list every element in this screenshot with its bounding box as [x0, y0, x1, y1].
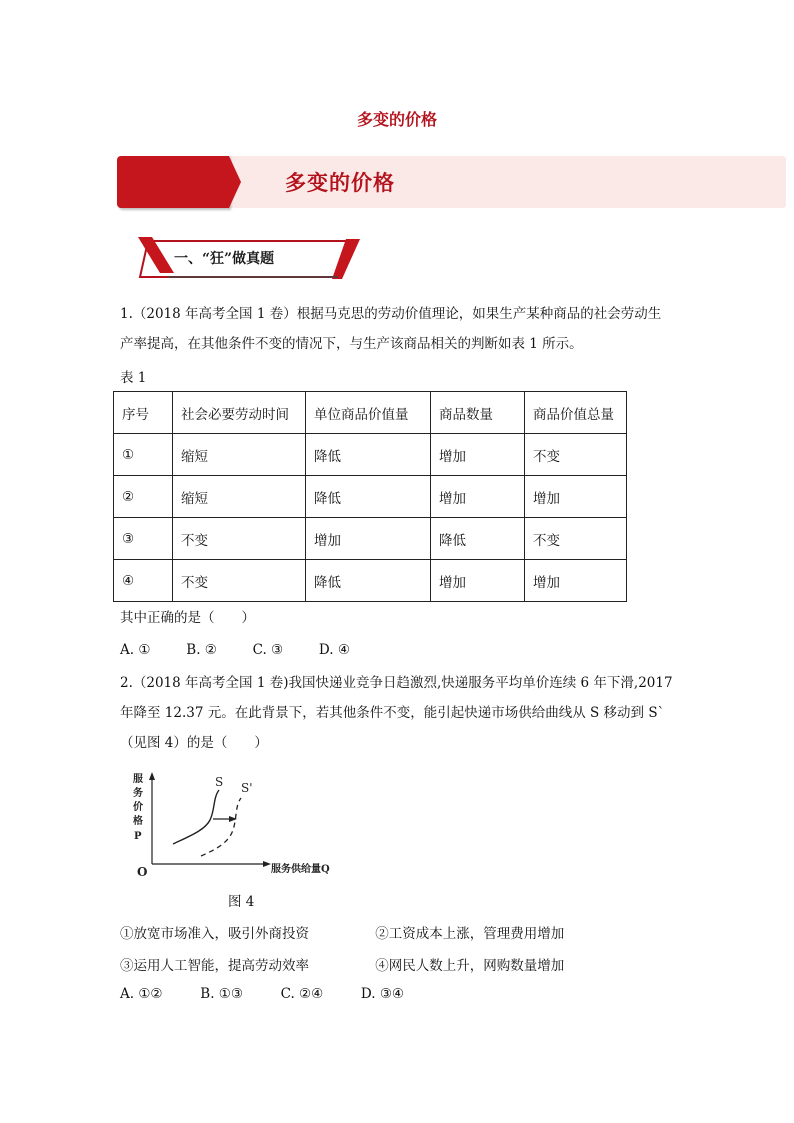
q2-choices — [120, 922, 680, 986]
table-header-cell: 社会必要劳动时间 — [173, 392, 306, 434]
curve-s-label: S — [215, 775, 224, 789]
curve-s-prime-label: S' — [241, 781, 253, 795]
banner-red-block — [117, 156, 229, 208]
table-cell: 缩短 — [173, 434, 306, 476]
q2-choice-4: ④网民人数上升，网购数量增加 — [375, 958, 565, 974]
x-axis-arrow — [263, 861, 271, 867]
q2-stem — [120, 668, 690, 758]
y-axis-label-char: P — [134, 831, 142, 842]
q2-choice-2: ②工资成本上涨，管理费用增加 — [375, 926, 565, 942]
table-header-cell: 单位商品价值量 — [306, 392, 431, 434]
table-label: 表 1 — [120, 370, 147, 386]
table-cell: 不变 — [173, 560, 306, 602]
table-cell: 增加 — [431, 476, 525, 518]
q2-option-d[interactable]: D. ③④ — [360, 986, 405, 1002]
table-row — [114, 518, 627, 560]
table-row — [114, 434, 627, 476]
banner-title: 多变的价格 — [285, 170, 395, 195]
table-cell: 降低 — [306, 560, 431, 602]
table-cell: 缩短 — [173, 476, 306, 518]
table-cell: 不变 — [525, 518, 627, 560]
section-tag — [138, 233, 360, 281]
q1-table — [113, 391, 627, 602]
table-header-row — [114, 392, 627, 434]
q2-line-3: （见图 4）的是（ ） — [120, 735, 268, 751]
q1-stem — [120, 299, 680, 359]
q1-line-1: 1.（2018 年高考全国 1 卷）根据马克思的劳动价值理论，如果生产某种商品的社会劳动生 — [120, 306, 662, 322]
table-cell: ① — [114, 434, 173, 476]
table-cell: 降低 — [306, 476, 431, 518]
q2-options — [120, 986, 404, 1002]
banner-arrow — [229, 156, 241, 208]
supply-curve-s-prime — [201, 798, 241, 856]
table-cell: ③ — [114, 518, 173, 560]
q1-option-c[interactable]: C. ③ — [252, 642, 284, 658]
section-banner — [117, 156, 786, 208]
y-axis-arrow — [149, 772, 155, 780]
q1-option-b[interactable]: B. ② — [186, 642, 217, 658]
q2-option-b[interactable]: B. ①③ — [200, 986, 244, 1002]
table-cell: 不变 — [173, 518, 306, 560]
q2-option-c[interactable]: C. ②④ — [280, 986, 324, 1002]
table-cell: 增加 — [525, 560, 627, 602]
y-axis-label-char: 格 — [133, 816, 143, 827]
table-cell: 增加 — [431, 434, 525, 476]
q2-line-2: 年降至 12.37 元。在此背景下，若其他条件不变，能引起快递市场供给曲线从 S 移动到 S` — [120, 705, 665, 721]
origin-label: O — [137, 865, 148, 879]
table-cell: 增加 — [525, 476, 627, 518]
x-axis-label: 服务供给量Q — [271, 864, 330, 875]
q1-option-d[interactable]: D. ④ — [318, 642, 350, 658]
table-cell: ② — [114, 476, 173, 518]
table-row — [114, 476, 627, 518]
supply-curve-figure — [125, 770, 365, 880]
q2-line-1: 2.（2018 年高考全国 1 卷)我国快递业竞争日趋激烈,快递服务平均单价连续 6 年下滑,2017 — [120, 675, 673, 691]
q1-option-a[interactable]: A. ① — [120, 642, 151, 658]
table-cell: ④ — [114, 560, 173, 602]
table-header-cell: 商品数量 — [431, 392, 525, 434]
figure-caption: 图 4 — [228, 894, 255, 910]
table-header-cell: 序号 — [114, 392, 173, 434]
q1-options — [120, 642, 350, 658]
table-cell: 增加 — [306, 518, 431, 560]
section-title: 一、“狂”做真题 — [174, 251, 275, 267]
table-cell: 不变 — [525, 434, 627, 476]
table-cell: 增加 — [431, 560, 525, 602]
table-row — [114, 560, 627, 602]
table-cell: 降低 — [431, 518, 525, 560]
y-axis-label-char: 服 — [133, 774, 143, 785]
y-axis-label-char: 价 — [133, 802, 143, 813]
table-cell: 降低 — [306, 434, 431, 476]
supply-curve-s — [173, 790, 219, 844]
q1-line-2: 产率提高，在其他条件不变的情况下，与生产该商品相关的判断如表 1 所示。 — [120, 336, 583, 352]
y-axis-label-char: 务 — [133, 788, 143, 799]
q2-choice-3: ③运用人工智能，提高劳动效率 — [120, 958, 309, 974]
q2-option-a[interactable]: A. ①② — [120, 986, 163, 1002]
q1-prompt: 其中正确的是（ ） — [120, 610, 255, 626]
page-title: 多变的价格 — [356, 110, 437, 129]
table-header-cell: 商品价值总量 — [525, 392, 627, 434]
q2-choice-1: ①放宽市场准入，吸引外商投资 — [120, 926, 309, 942]
